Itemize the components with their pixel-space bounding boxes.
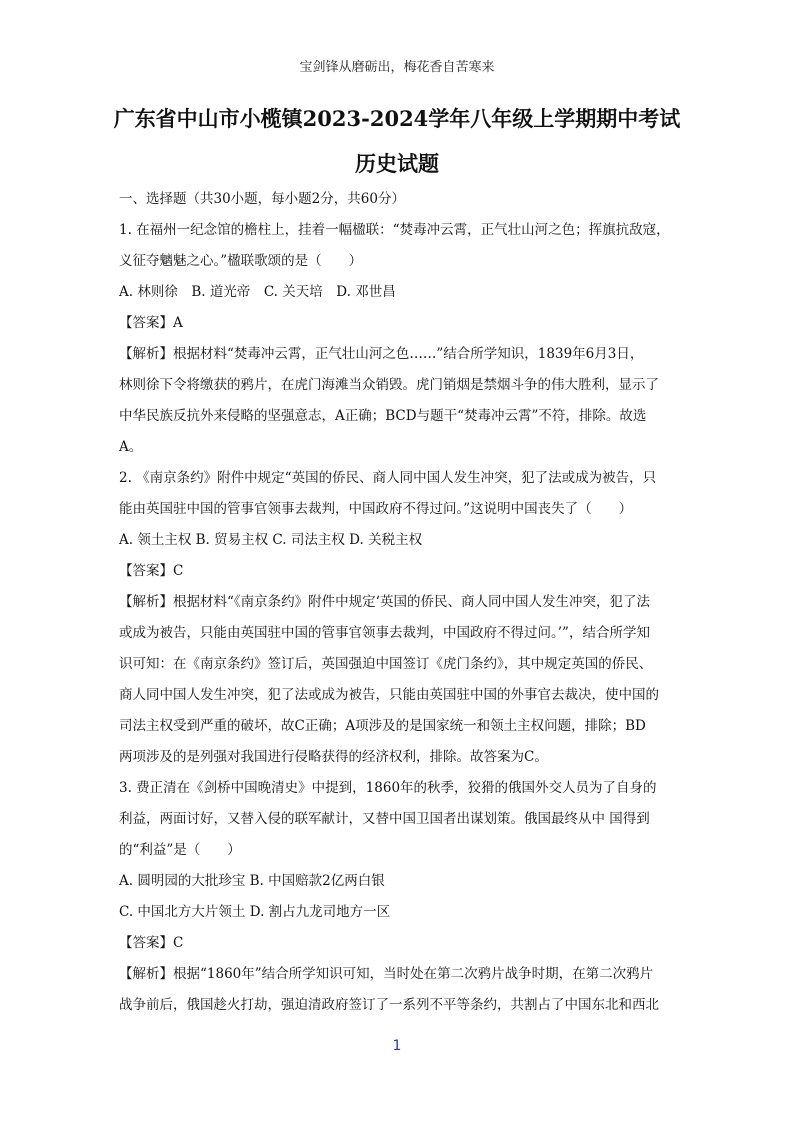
answer-line: 【答案】C [119,935,184,951]
header-motto: 宝剑锋从磨砺出，梅花香自苦寒来 [299,60,495,75]
analysis-line: 识可知：在《南京条约》签订后，英国强迫中国签订《虎门条约》，其中规定英国的侨民、 [119,656,653,672]
question-stem-line: 2. 《南京条约》附件中规定“英国的侨民、商人同中国人发生冲突，犯了法或成为被告，只 [119,470,657,486]
analysis-line: 【解析】根据“1860年”结合所学知识可知，当时处在第二次鸦片战争时期，在第二次鸦片 [119,966,654,982]
question-2 [119,463,677,773]
analysis-line: 中华民族反抗外来侵略的坚强意志，A正确；BCD与题干“焚毒冲云霄”不符，排除。故选 [119,408,647,424]
section-heading: 一、选择题（共30小题，每小题2分，共60分） [119,191,405,207]
question-1 [119,215,677,463]
analysis-line: 两项涉及的是列强对我国进行侵略获得的经济权利，排除。故答案为C。 [119,749,548,765]
question-3 [119,773,677,1021]
analysis-line: 或成为被告，只能由英国驻中国的管事官领事去裁判，中国政府不得过问。’”，结合所学知 [119,625,650,641]
answer-line: 【答案】C [119,563,184,579]
question-stem-line: 能由英国驻中国的管事官领事去裁判，中国政府不得过问。”这说明中国丧失了（ ） [119,501,633,517]
question-stem-line: 利益，两面讨好，又替入侵的联军献计，又替中国卫国者出谋划策。俄国最终从中 国得到 [119,811,650,827]
analysis-line: A。 [119,439,143,455]
question-stem-line: 的“利益”是（ ） [119,842,241,858]
analysis-line: 商人同中国人发生冲突，犯了法或成为被告，只能由英国驻中国的外事官去裁决，使中国的 [119,687,659,703]
document-title: 广东省中山市小榄镇2023-2024学年八年级上学期期中考试 [113,106,681,131]
question-stem-line: 1. 在福州一纪念馆的檐柱上，挂着一幅楹联：“焚毒冲云霄，正气壮山河之色；挥旗抗敌寇， [119,222,670,238]
question-options: A. 领土主权 B. 贸易主权 C. 司法主权 D. 关税主权 [119,532,423,548]
question-options: C. 中国北方大片领土 D. 割占九龙司地方一区 [119,904,391,920]
question-stem-line: 义征夺魑魅之心。”楹联歌颂的是（ ） [119,253,363,269]
analysis-line: 司法主权受到严重的破坏，故C正确；A项涉及的是国家统一和领土主权问题，排除；BD [119,718,646,734]
answer-line: 【答案】A [119,315,183,331]
analysis-line: 【解析】根据材料“《南京条约》附件中规定‘英国的侨民、商人同中国人发生冲突，犯了法 [119,594,650,610]
document-body [119,184,677,1021]
document-subtitle: 历史试题 [355,151,439,176]
analysis-line: 战争前后，俄国趁火打劫，强迫清政府签订了一系列不平等条约，共割占了中国东北和西北 [119,997,659,1013]
question-options: A. 圆明园的大批珍宝 B. 中国赔款2亿两白银 [119,873,385,889]
question-stem-line: 3. 费正清在《剑桥中国晚清史》中提到，1860年的秋季，狡猾的俄国外交人员为了自身的 [119,780,657,796]
page-number: 1 [392,1038,402,1054]
analysis-line: 【解析】根据材料“焚毒冲云霄，正气壮山河之色……”结合所学知识，1839年6月3日， [119,346,644,362]
question-options: A. 林则徐 B. 道光帝 C. 关天培 D. 邓世昌 [119,284,396,300]
analysis-line: 林则徐下令将缴获的鸦片，在虎门海滩当众销毁。虎门销烟是禁烟斗争的伟大胜利，显示了 [119,377,659,393]
